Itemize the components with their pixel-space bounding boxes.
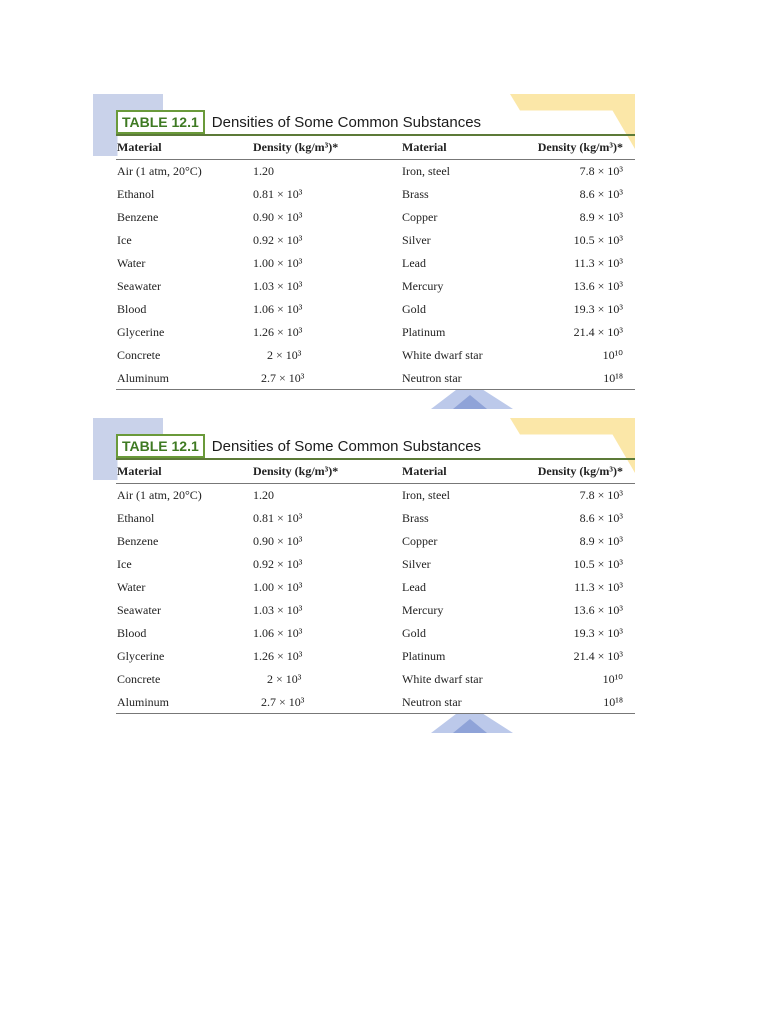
density-cell: 1.00 × 10³ [253, 580, 303, 594]
density-cell: 0.92 × 10³ [253, 557, 303, 571]
density-cell: 19.3 × 10³ [573, 626, 623, 640]
density-cell: 1.06 × 10³ [253, 302, 303, 316]
density-cell: 1.00 × 10³ [253, 256, 303, 270]
material-cell: Air (1 atm, 20°C) [117, 164, 202, 178]
density-cell: 2 × 10³ [267, 348, 302, 362]
material-cell: Silver [402, 557, 431, 571]
column-header: Density (kg/m³)* [253, 140, 339, 154]
material-cell: Benzene [117, 210, 159, 224]
material-cell: Blood [117, 302, 147, 316]
density-cell: 21.4 × 10³ [573, 325, 623, 339]
density-cell: 8.6 × 10³ [579, 511, 623, 525]
table-title-row [116, 434, 635, 458]
density-cell: 11.3 × 10³ [574, 256, 623, 270]
density-cell: 2.7 × 10³ [261, 695, 305, 709]
table-badge: TABLE 12.1 [116, 434, 205, 458]
column-header: Material [402, 464, 447, 478]
material-cell: Gold [402, 626, 426, 640]
density-cell: 10¹⁰ [602, 672, 623, 686]
material-cell: Platinum [402, 325, 446, 339]
column-header: Density (kg/m³)* [253, 464, 339, 478]
density-cell: 0.92 × 10³ [253, 233, 303, 247]
table-rule [116, 458, 635, 460]
material-cell: Water [117, 256, 146, 270]
material-cell: Ethanol [117, 511, 155, 525]
table-image-2 [93, 418, 635, 731]
density-cell: 2 × 10³ [267, 672, 302, 686]
table-rule [116, 483, 635, 484]
material-cell: Glycerine [117, 649, 165, 663]
material-cell: Gold [402, 302, 426, 316]
table-rule [116, 713, 635, 714]
table-title-row [116, 110, 635, 134]
density-cell: 7.8 × 10³ [579, 164, 623, 178]
density-cell: 0.81 × 10³ [253, 511, 303, 525]
material-cell: Platinum [402, 649, 446, 663]
density-cell: 10.5 × 10³ [573, 557, 623, 571]
material-cell: Lead [402, 580, 426, 594]
material-cell: Mercury [402, 603, 444, 617]
column-header: Material [402, 140, 447, 154]
material-cell: Water [117, 580, 146, 594]
density-cell: 10¹⁸ [603, 371, 623, 385]
density-cell: 8.9 × 10³ [579, 534, 623, 548]
density-cell: 10.5 × 10³ [573, 233, 623, 247]
material-cell: Mercury [402, 279, 444, 293]
density-cell: 13.6 × 10³ [573, 603, 623, 617]
material-cell: Seawater [117, 603, 161, 617]
material-cell: White dwarf star [402, 348, 483, 362]
density-cell: 1.20 [253, 488, 274, 502]
density-cell: 1.26 × 10³ [253, 649, 303, 663]
material-cell: Ice [117, 233, 132, 247]
material-cell: Neutron star [402, 371, 462, 385]
material-cell: Iron, steel [402, 488, 450, 502]
density-cell: 19.3 × 10³ [573, 302, 623, 316]
density-cell: 2.7 × 10³ [261, 371, 305, 385]
material-cell: Neutron star [402, 695, 462, 709]
material-cell: Glycerine [117, 325, 165, 339]
material-cell: Brass [402, 187, 429, 201]
density-cell: 0.90 × 10³ [253, 210, 303, 224]
material-cell: Benzene [117, 534, 159, 548]
material-cell: Ice [117, 557, 132, 571]
density-cell: 8.9 × 10³ [579, 210, 623, 224]
density-cell: 10¹⁸ [603, 695, 623, 709]
density-cell: 1.06 × 10³ [253, 626, 303, 640]
density-cell: 0.90 × 10³ [253, 534, 303, 548]
material-cell: Lead [402, 256, 426, 270]
table-title: Densities of Some Common Substances [211, 113, 482, 131]
column-header: Density (kg/m³)* [537, 140, 623, 154]
table-rule [116, 389, 635, 390]
column-header: Material [117, 464, 162, 478]
density-cell: 1.26 × 10³ [253, 325, 303, 339]
material-cell: Aluminum [117, 695, 170, 709]
material-cell: Concrete [117, 672, 161, 686]
density-cell: 11.3 × 10³ [574, 580, 623, 594]
material-cell: Ethanol [117, 187, 155, 201]
table-title: Densities of Some Common Substances [211, 437, 482, 455]
table-rule [116, 134, 635, 136]
density-cell: 1.03 × 10³ [253, 603, 303, 617]
material-cell: Seawater [117, 279, 161, 293]
density-cell: 7.8 × 10³ [579, 488, 623, 502]
material-cell: Iron, steel [402, 164, 450, 178]
column-header: Density (kg/m³)* [537, 464, 623, 478]
material-cell: Blood [117, 626, 147, 640]
material-cell: Copper [402, 534, 438, 548]
density-cell: 1.03 × 10³ [253, 279, 303, 293]
table-rule [116, 159, 635, 160]
table-image-1 [93, 94, 635, 407]
density-cell: 1.20 [253, 164, 274, 178]
density-cell: 10¹⁰ [602, 348, 623, 362]
material-cell: Copper [402, 210, 438, 224]
material-cell: Aluminum [117, 371, 170, 385]
density-cell: 21.4 × 10³ [573, 649, 623, 663]
material-cell: Concrete [117, 348, 161, 362]
table-badge: TABLE 12.1 [116, 110, 205, 134]
material-cell: Air (1 atm, 20°C) [117, 488, 202, 502]
density-cell: 0.81 × 10³ [253, 187, 303, 201]
density-cell: 8.6 × 10³ [579, 187, 623, 201]
material-cell: Brass [402, 511, 429, 525]
material-cell: White dwarf star [402, 672, 483, 686]
material-cell: Silver [402, 233, 431, 247]
column-header: Material [117, 140, 162, 154]
density-cell: 13.6 × 10³ [573, 279, 623, 293]
